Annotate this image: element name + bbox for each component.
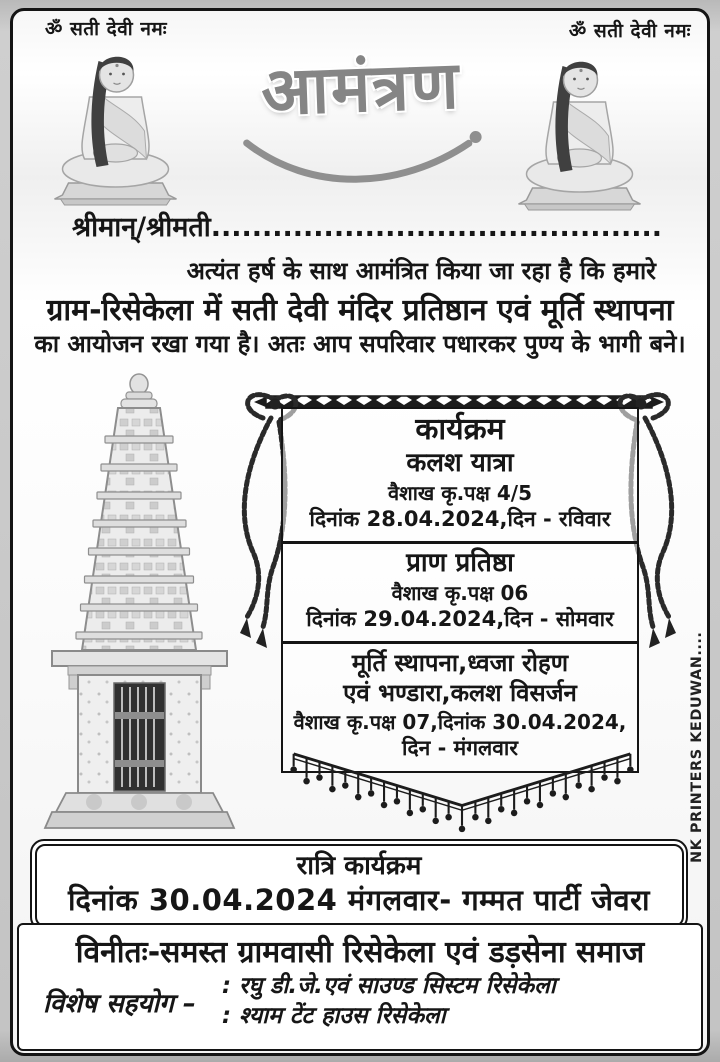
regards-support-box	[17, 923, 703, 1051]
special-support-lines	[222, 972, 556, 1032]
night-program-heading: रात्रि कार्यक्रम	[296, 850, 422, 881]
salutation-line: श्रीमान्/श्रीमती............................................	[72, 212, 662, 243]
special-support-label: विशेष सहयोग –	[43, 989, 196, 1019]
calligraphy-swash-icon	[238, 129, 490, 202]
printer-credit: NK PRINTERS KEDUWAN....	[689, 631, 705, 863]
event1-title: कलश यात्रा	[406, 447, 514, 478]
program-box	[281, 407, 639, 773]
event2-date: दिनांक 29.04.2024,दिन - सोमवार	[306, 607, 614, 632]
special-support	[19, 972, 701, 1032]
event1-date: दिनांक 28.04.2024,दिन - रविवार	[309, 506, 611, 531]
intro-line-2: ग्राम-रिसेकेला में सती देवी मंदिर प्रतिष्ठान एवं मूर्ति स्थापना	[46, 293, 674, 328]
event3-title-line1: मूर्ति स्थापना,ध्वजा रोहण	[351, 649, 569, 678]
program-heading: कार्यक्रम	[415, 412, 505, 447]
sati-devi-statue-left-icon	[38, 35, 193, 207]
event3-tithi: वैशाख कृ.पक्ष 07,दिनांक 30.04.2024,	[293, 710, 627, 735]
sati-devi-statue-right-icon	[502, 40, 657, 212]
event1-tithi: वैशाख कृ.पक्ष 4/5	[388, 480, 532, 505]
event2-title: प्राण प्रतिष्ठा	[406, 547, 514, 578]
event3-title-line2: एवं भण्डारा,कलश विसर्जन	[343, 679, 577, 708]
title-text: आमंत्रण	[260, 46, 462, 131]
invitation-card	[10, 8, 710, 1056]
program-section-1	[283, 409, 637, 541]
event3-date: दिन - मंगलवार	[402, 736, 518, 761]
intro-line-1: अत्यंत हर्ष के साथ आमंत्रित किया जा रहा है कि हमारे	[186, 257, 656, 285]
intro-line-3: का आयोजन रखा गया है। अतः आप सपरिवार पधारकर पुण्य के भागी बने।	[34, 330, 686, 358]
invocation-left: ॐ सती देवी नमः	[45, 18, 168, 40]
night-program-detail: दिनांक 30.04.2024 मंगलवार- गम्मत पार्टी जेवरा	[67, 882, 651, 917]
regards-line: विनीतः-समस्त ग्रामवासी रिसेकेला एवं डड़सेना समाज	[75, 935, 645, 970]
support-line-1: : रघु डी.जे.एवं साउण्ड सिस्टम रिसेकेला	[221, 973, 556, 999]
support-line-2: : श्याम टेंट हाउस रिसेकेला	[221, 1002, 446, 1029]
temple-illustration	[22, 368, 257, 833]
night-program-inner	[35, 844, 684, 927]
title-calligraphy	[223, 36, 500, 205]
program-section-2	[283, 541, 637, 641]
event2-tithi: वैशाख कृ.पक्ष 06	[391, 581, 529, 606]
beaded-fringe-ornament	[283, 750, 641, 838]
invocation-right: ॐ सती देवी नमः	[568, 20, 691, 42]
night-program-box	[30, 839, 688, 931]
